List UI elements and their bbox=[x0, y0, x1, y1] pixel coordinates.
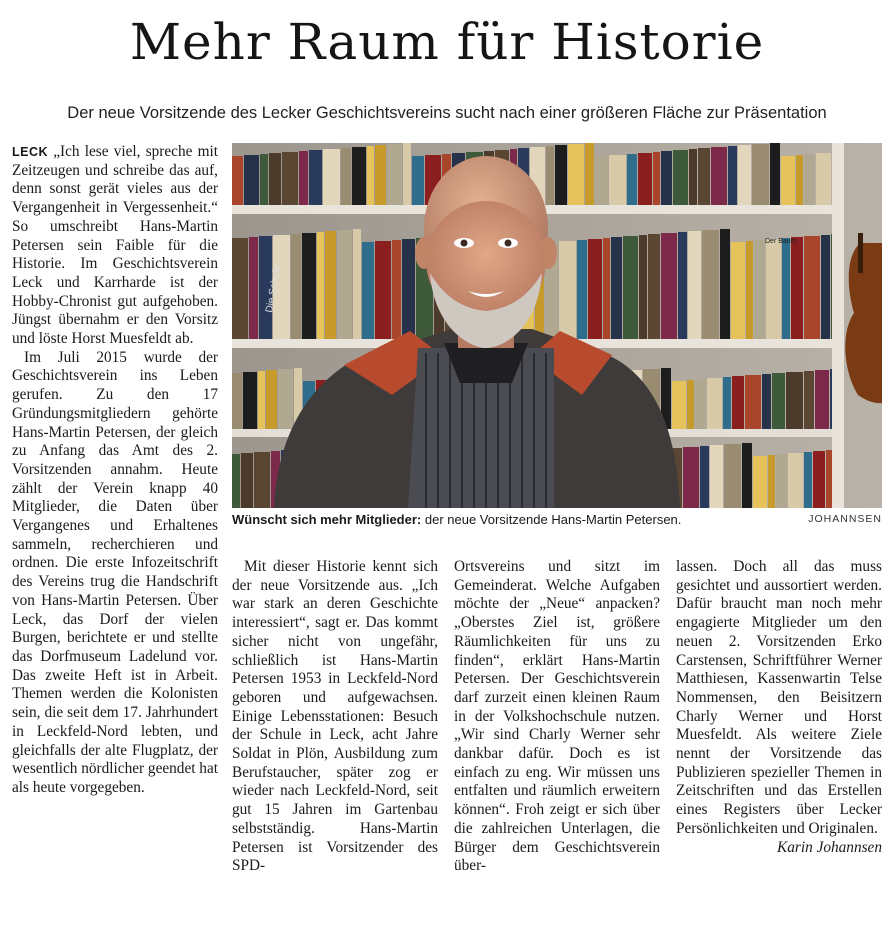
book-spine bbox=[762, 374, 771, 429]
book-spine bbox=[323, 149, 340, 205]
book-spine bbox=[804, 452, 812, 508]
book-spine bbox=[577, 240, 587, 339]
book-spine bbox=[753, 456, 767, 508]
book-spine bbox=[752, 144, 769, 205]
book-spine bbox=[352, 147, 366, 205]
book-spine bbox=[375, 241, 391, 339]
book-spine bbox=[710, 445, 723, 508]
book-spine bbox=[791, 237, 803, 339]
dateline: LECK bbox=[12, 145, 49, 159]
book-spine-title: Der Baum bbox=[765, 238, 797, 245]
book-spine bbox=[555, 145, 567, 205]
book-spine bbox=[738, 145, 751, 205]
book-spine bbox=[698, 148, 710, 205]
book-spine bbox=[689, 149, 697, 205]
article-column-3 bbox=[454, 558, 660, 876]
book-spine bbox=[362, 242, 374, 339]
book-spine bbox=[728, 146, 737, 205]
book-spine bbox=[804, 236, 820, 339]
book-spine bbox=[813, 451, 825, 508]
book-spine bbox=[546, 146, 554, 205]
book-spine bbox=[291, 234, 301, 339]
book-spine bbox=[830, 369, 832, 429]
headline: Mehr Raum für Historie bbox=[129, 13, 765, 71]
book-spine bbox=[826, 450, 832, 508]
book-spine bbox=[611, 237, 622, 339]
book-spine bbox=[588, 239, 602, 339]
author-byline: Karin Johannsen bbox=[777, 838, 882, 856]
book-spine bbox=[375, 145, 386, 205]
book-spine bbox=[742, 443, 752, 508]
book-spine bbox=[731, 242, 745, 339]
book-spine bbox=[402, 239, 415, 339]
book-spine bbox=[627, 154, 637, 205]
book-spine bbox=[249, 237, 258, 339]
paragraph: lassen. Doch all das muss gesichtet und aussortiert werden. Dafür braucht man noch mehr engagierte Mitglieder um den neuen 2. Vorsitzenden Erko Carstensen, Schriftführer Werner Matthiesen, Kassenwartin Telse Nommensen, den Beisitzern Charly Werner und Horst Muesfeldt. Als weitere Ziele nennt der Vorsitzende das Publizieren spezieller Themen in Zeitschriften und das Erstellen eines Registers über Lecker Persönlichkeiten und Originalen. bbox=[676, 558, 882, 837]
book-spine bbox=[700, 446, 709, 508]
article-photo bbox=[232, 143, 882, 508]
book-spine bbox=[831, 234, 832, 339]
book-spine bbox=[776, 454, 787, 508]
subheadline: Der neue Vorsitzende des Lecker Geschichtsvereins sucht nach einer größeren Fläche zur Präsentation bbox=[67, 104, 827, 122]
book-spine bbox=[266, 370, 277, 429]
article-column-4 bbox=[676, 558, 882, 857]
book-spine bbox=[278, 369, 293, 429]
photo-credit: JOHANNSEN bbox=[808, 513, 882, 525]
book-spine bbox=[815, 370, 829, 429]
book-spine bbox=[672, 381, 686, 429]
book-spine bbox=[568, 144, 584, 205]
book-spine bbox=[232, 454, 240, 508]
book-spine bbox=[412, 156, 424, 205]
book-spine bbox=[673, 150, 688, 205]
book-spine bbox=[786, 372, 803, 429]
book-spine bbox=[781, 156, 795, 205]
book-spine bbox=[804, 371, 814, 429]
paragraph: Im Juli 2015 wurde der Geschichtsverein ins Leben gerufen. Zu den 17 Gründungsmitgliedern gehörte Hans-Martin Petersen, der gleich zu Anfang das Amt des 2. Vorsitzenden annahm. Heute zählt der Verein knapp 40 Mitglieder, die Daten über Vergangenes und Erhaltenes sammeln, recherchieren und ordnen. Die erste Infozeitschrift des Vereins trug die Handschrift von Hans-Martin Petersen. Über Leck, das Dorf der vielen Burgen, berichtete er und stellte das Dorfmuseum Ladelund vor. Das zweite Heft ist in Arbeit. Themen werden die Kolonisten sein, die seit dem 17. Jahrhundert in Leckfeld-Nord lebten, und gleichfalls der alte Flugplatz, der wesentlich nördlicher geendet hat als heute vorgegeben. bbox=[12, 348, 219, 796]
book-spine bbox=[723, 377, 731, 429]
book-spine bbox=[768, 455, 775, 508]
book-spine bbox=[241, 453, 253, 508]
book-spine bbox=[772, 373, 785, 429]
caption-lead: Wünscht sich mehr Mitglieder: bbox=[232, 512, 422, 527]
book-spine bbox=[341, 148, 351, 205]
paragraph bbox=[12, 143, 218, 349]
book-spine bbox=[403, 143, 411, 205]
book-spine bbox=[732, 376, 744, 429]
article-column-2 bbox=[232, 558, 438, 876]
portrait-photo bbox=[232, 143, 882, 508]
book-spine bbox=[678, 232, 687, 339]
book-spine bbox=[232, 238, 248, 339]
book-spine bbox=[653, 152, 660, 205]
book-spine bbox=[299, 151, 308, 205]
book-spine bbox=[816, 153, 831, 205]
book-spine bbox=[325, 231, 336, 339]
book-spine bbox=[745, 375, 761, 429]
book-spine bbox=[648, 234, 660, 339]
book-spine bbox=[258, 371, 265, 429]
book-spine bbox=[269, 153, 281, 205]
book-spine bbox=[302, 233, 316, 339]
book-spine bbox=[585, 143, 594, 205]
book-spine bbox=[260, 154, 268, 205]
book-spine bbox=[282, 152, 298, 205]
book-spine bbox=[367, 146, 374, 205]
book-spine bbox=[559, 241, 576, 339]
book-spine bbox=[244, 155, 259, 205]
caption-text: der neue Vorsitzende Hans-Martin Petersen. bbox=[421, 512, 682, 527]
book-spine bbox=[707, 378, 722, 429]
photo-caption bbox=[232, 512, 882, 527]
book-spine bbox=[766, 239, 781, 339]
book-spine bbox=[702, 230, 719, 339]
book-spine bbox=[595, 156, 608, 205]
book-spine bbox=[788, 453, 803, 508]
book-spine bbox=[661, 233, 677, 339]
book-spine bbox=[387, 144, 402, 205]
book-spine bbox=[254, 452, 270, 508]
book-spine bbox=[353, 229, 361, 339]
book-spine bbox=[796, 155, 803, 205]
book-spine bbox=[720, 229, 730, 339]
book-spine bbox=[232, 373, 242, 429]
book-spine bbox=[638, 153, 652, 205]
book-spine bbox=[711, 147, 727, 205]
book-spine bbox=[317, 232, 324, 339]
paragraph: Mit dieser Historie kennt sich der neue Vorsitzende aus. „Ich war stark an deren Geschichte interessiert“, sagt er. Das kommt sicher nicht von ungefähr, schließlich ist Hans-Martin Petersen 1953 in Leckfeld-Nord geboren und aufgewachsen. Einige Lebensstationen: Besuch der Schule in Leck, acht Jahre Soldat in Plön, Ausbildung zum Berufstaucher, später zog er wieder nach Leckfeld-Nord, seit gut 15 Jahren im Gartenbau selbstständig. Hans-Martin Petersen ist Vorsitzender des SPD- bbox=[232, 558, 438, 875]
book-spine bbox=[309, 150, 322, 205]
paragraph: Ortsvereins und sitzt im Gemeinderat. Welche Aufgaben möchte der „Neue“ anpacken? „Oberstes Ziel ist, größere Räumlichkeiten für uns zu finden“, erklärt Hans-Martin Petersen. Der Geschichtsverein darf zurzeit einen kleinen Raum in der Volkshochschule nutzen. „Wir sind Charly Werner sehr dankbar dafür. Doch es ist einfach zu eng. Wir müssen uns entfalten und räumlich erweitern können“. Froh zeigt er sich über die zahlreichen Unterlagen, die Bürger dem Geschichtsverein über- bbox=[454, 558, 660, 875]
book-spine bbox=[754, 240, 765, 339]
book-spine bbox=[688, 231, 701, 339]
book-spine bbox=[683, 447, 699, 508]
book-spine bbox=[782, 238, 790, 339]
book-spine-title: Die Schule bbox=[264, 263, 284, 314]
book-spine bbox=[609, 155, 626, 205]
book-spine bbox=[746, 241, 753, 339]
article-column-1 bbox=[12, 143, 218, 798]
book-spine bbox=[695, 379, 706, 429]
book-spine bbox=[232, 156, 243, 205]
book-spine bbox=[603, 238, 610, 339]
book-spine bbox=[639, 235, 647, 339]
book-spine bbox=[804, 154, 815, 205]
book-spine bbox=[770, 143, 780, 205]
paragraph-text: „Ich lese viel, spreche mit Zeitzeugen und schreibe das auf, denn sonst gerät vieles aus der Vergangenheit in Vergessenheit.“ So umschreibt Hans-Martin Petersen sein Faible für die Historie. Im Geschichtsverein Leck und Karrharde ist der Hobby-Chronist gut aufgehoben. Jüngst übernahm er den Vorsitz und löste Horst Muesfeldt ab. bbox=[12, 143, 218, 348]
book-spine bbox=[687, 380, 694, 429]
book-spine bbox=[821, 235, 830, 339]
book-spine bbox=[337, 230, 352, 339]
book-spine bbox=[623, 236, 638, 339]
book-spine bbox=[243, 372, 257, 429]
book-spine bbox=[724, 444, 741, 508]
book-spine bbox=[392, 240, 401, 339]
book-spine bbox=[661, 151, 672, 205]
